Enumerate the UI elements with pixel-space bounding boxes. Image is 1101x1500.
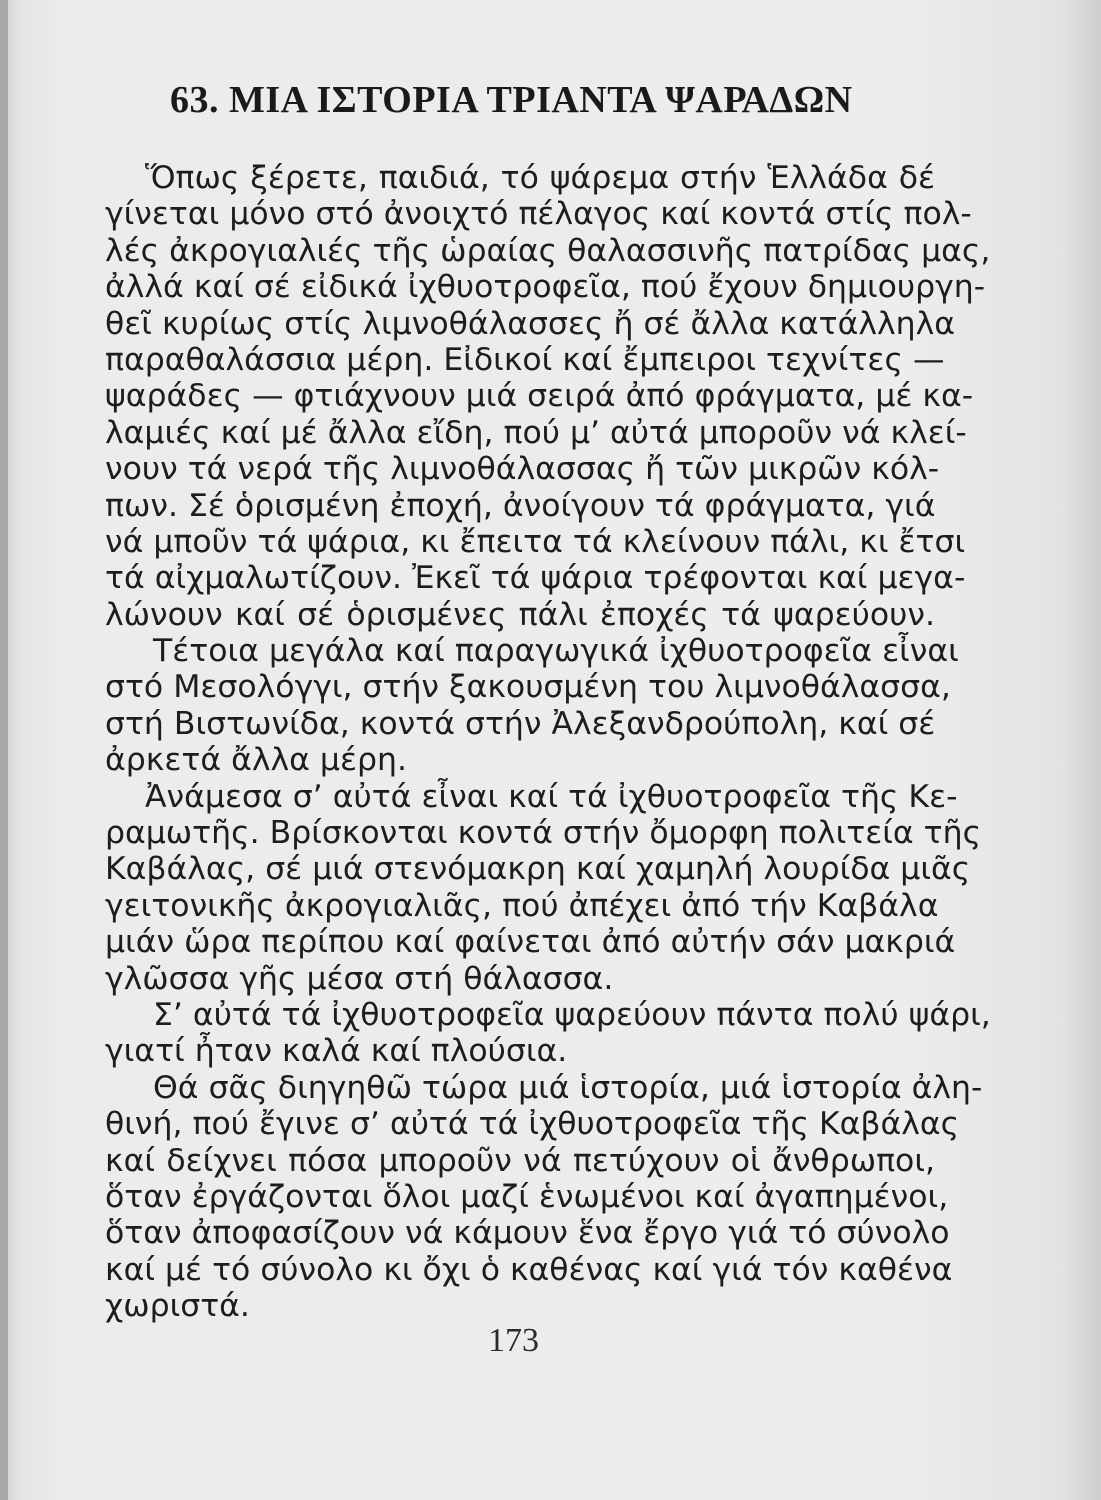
text-line: πων. Σέ ὁρισμένη ἐποχή, ἀνοίγουν τά φράγματα, γιά — [105, 487, 936, 524]
text-line: καί δείχνει πόσα μποροῦν νά πετύχουν οἱ ἄνθρωποι, — [105, 1142, 935, 1179]
text-line: παραθαλάσσια μέρη. Εἰδικοί καί ἔμπειροι τεχνίτες — — [105, 341, 945, 378]
text-line: στό Μεσολόγγι, στήν ξακουσμένη του λιμνοθάλασσα, — [105, 669, 951, 706]
text-line: στή Βιστωνίδα, κοντά στήν Ἀλεξανδρούπολη, καί σέ — [105, 705, 936, 742]
text-line: γίνεται μόνο στό ἀνοιχτό πέλαγος καί κοντά στίς πολ- — [105, 196, 972, 233]
page-number: 173 — [488, 1322, 539, 1359]
text-line: νά μποῦν τά ψάρια, κι ἔπειτα τά κλείνουν πάλι, κι ἔτσι — [105, 523, 966, 560]
text-line: ὅταν ἀποφασίζουν νά κάμουν ἕνα ἔργο γιά τό σύνολο — [105, 1215, 950, 1252]
text-line: ὅταν ἐργάζονται ὅλοι μαζί ἑνωμένοι καί ἀγαπημένοι, — [105, 1178, 949, 1215]
text-line: Σ’ αὐτά τά ἰχθυοτροφεῖα ψαρεύουν πάντα πολύ ψάρι, — [153, 996, 991, 1033]
text-line: Θά σᾶς διηγηθῶ τώρα μιά ἱστορία, μιά ἱστορία ἀλη- — [153, 1069, 983, 1106]
body-text — [105, 160, 991, 1325]
text-line: ραμωτῆς. Βρίσκονται κοντά στήν ὄμορφη πολιτεία τῆς — [105, 815, 982, 852]
text-line: Τέτοια μεγάλα καί παραγωγικά ἰχθυοτροφεῖα εἶναι — [153, 633, 959, 670]
text-line: ἀλλά καί σέ εἰδικά ἰχθυοτροφεῖα, πού ἔχουν δημιουργη- — [105, 269, 986, 306]
text-line: λαμιές καί μέ ἄλλα εἴδη, πού μ’ αὐτά μποροῦν νά κλεί- — [105, 414, 967, 451]
text-line: θινή, πού ἔγινε σ’ αὐτά τά ἰχθυοτροφεῖα τῆς Καβάλας — [105, 1106, 960, 1143]
text-line: λές ἀκρογιαλιές τῆς ὡραίας θαλασσινῆς πατρίδας μας, — [105, 232, 991, 269]
text-line: Ἀνάμεσα σ’ αὐτά εἶναι καί τά ἰχθυοτροφεῖα τῆς Κε- — [145, 778, 958, 815]
text-line: γειτονικῆς ἀκρογιαλιᾶς, πού ἀπέχει ἀπό τήν Καβάλα — [105, 887, 939, 924]
text-line: θεῖ κυρίως στίς λιμνοθάλασσες ἤ σέ ἄλλα κατάλληλα — [105, 305, 956, 342]
text-line: τά αἰχμαλωτίζουν. Ἐκεῖ τά ψάρια τρέφονται καί μεγα- — [105, 560, 966, 597]
text-line: χωριστά. — [105, 1288, 250, 1325]
text-line: ἀρκετά ἄλλα μέρη. — [105, 742, 407, 779]
text-line: γλῶσσα γῆς μέσα στή θάλασσα. — [105, 960, 614, 997]
text-line: Ὅπως ξέρετε, παιδιά, τό ψάρεμα στήν Ἑλλάδα δέ — [145, 160, 935, 196]
text-line: λώνουν καί σέ ὁρισμένες πάλι ἐποχές τά ψαρεύουν. — [105, 596, 935, 633]
text-line: ψαράδες — φτιάχνουν μιά σειρά ἀπό φράγματα, μέ κα- — [105, 378, 974, 415]
chapter-title: 63. ΜΙΑ ΙΣΤΟΡΙΑ ΤΡΙΑΝΤΑ ΨΑΡΑΔΩΝ — [170, 79, 853, 121]
page-gutter-shadow — [0, 0, 8, 1500]
text-line: μιάν ὥρα περίπου καί φαίνεται ἀπό αὐτήν σάν μακριά — [105, 924, 956, 961]
text-line: γιατί ἦταν καλά καί πλούσια. — [105, 1033, 568, 1070]
text-line: Καβάλας, σέ μιά στενόμακρη καί χαμηλή λουρίδα μιᾶς — [105, 851, 971, 888]
text-line: νουν τά νερά τῆς λιμνοθάλασσας ἤ τῶν μικρῶν κόλ- — [105, 451, 940, 488]
text-line: καί μέ τό σύνολο κι ὄχι ὁ καθένας καί γιά τόν καθένα — [105, 1251, 953, 1288]
